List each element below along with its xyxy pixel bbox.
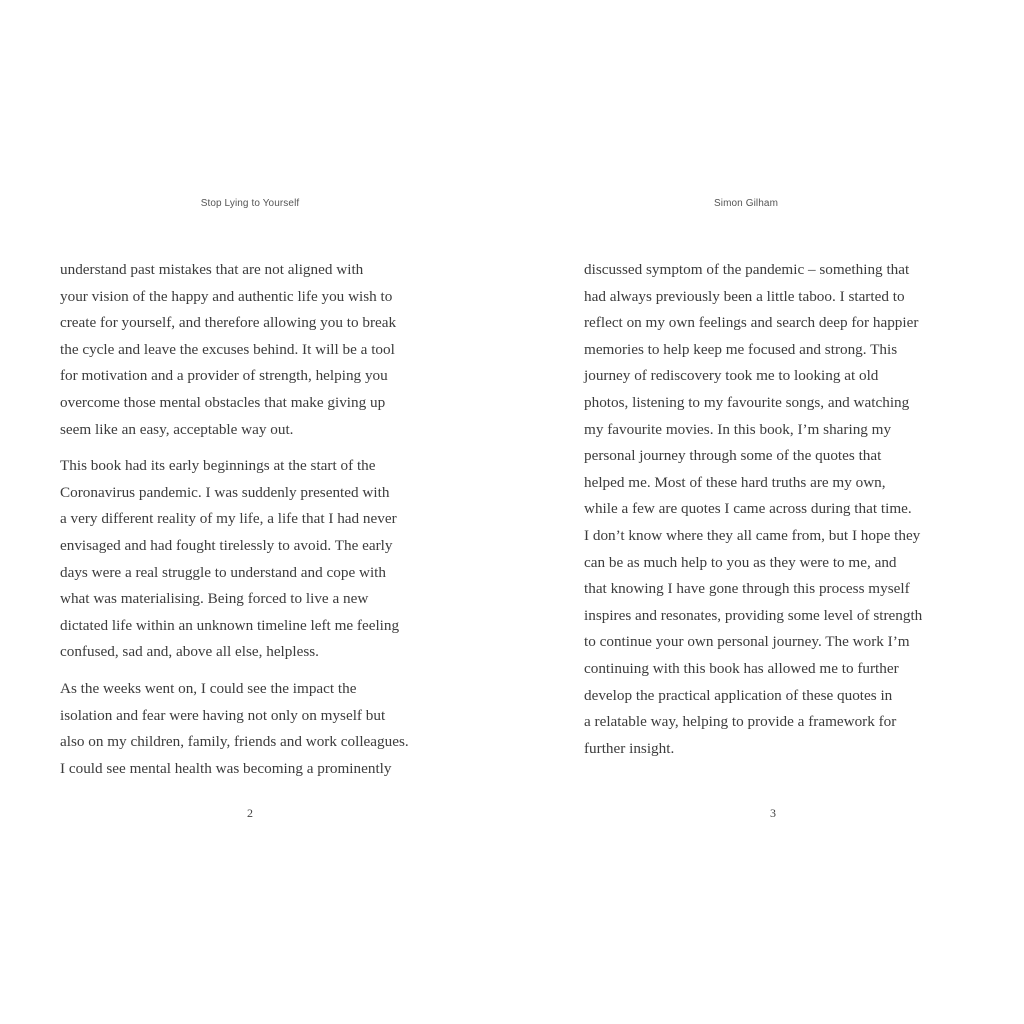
left-page-body bbox=[60, 257, 460, 782]
right-page bbox=[512, 0, 1024, 1024]
text-line: the cycle and leave the excuses behind. It will be a tool bbox=[60, 340, 395, 358]
text-line: envisaged and had fought tirelessly to avoid. The early bbox=[60, 536, 393, 554]
text-line: isolation and fear were having not only on myself but bbox=[60, 706, 386, 724]
text-line: to continue your own personal journey. The work I’m bbox=[584, 633, 910, 651]
text-line: personal journey through some of the quotes that bbox=[584, 447, 882, 465]
paragraph bbox=[584, 257, 984, 762]
page-number: 3 bbox=[770, 806, 776, 820]
text-line: I could see mental health was becoming a prominently bbox=[60, 759, 392, 777]
text-line: can be as much help to you as they were to me, and bbox=[584, 553, 897, 571]
text-line: This book had its early beginnings at the start of the bbox=[60, 457, 376, 475]
text-line: discussed symptom of the pandemic – something that bbox=[584, 261, 910, 278]
paragraph-gap bbox=[60, 443, 460, 453]
text-line: seem like an easy, acceptable way out. bbox=[60, 420, 294, 438]
text-line: inspires and resonates, providing some level of strength bbox=[584, 606, 923, 624]
text-line: your vision of the happy and authentic life you wish to bbox=[60, 287, 393, 305]
text-line: days were a real struggle to understand and cope with bbox=[60, 563, 386, 581]
text-line: while a few are quotes I came across during that time. bbox=[584, 500, 912, 518]
text-line: overcome those mental obstacles that make giving up bbox=[60, 393, 386, 411]
text-line: that knowing I have gone through this process myself bbox=[584, 580, 910, 598]
text-line: continuing with this book has allowed me to further bbox=[584, 659, 899, 677]
right-page-body bbox=[584, 257, 984, 762]
text-line: confused, sad and, above all else, helpless. bbox=[60, 643, 319, 661]
page-number: 2 bbox=[247, 806, 253, 820]
text-line: dictated life within an unknown timeline left me feeling bbox=[60, 616, 400, 634]
paragraph-gap bbox=[60, 666, 460, 676]
text-line: reflect on my own feelings and search deep for happier bbox=[584, 314, 919, 332]
text-line: I don’t know where they all came from, but I hope they bbox=[584, 526, 921, 544]
text-line: for motivation and a provider of strength, helping you bbox=[60, 367, 388, 385]
paragraph bbox=[60, 676, 460, 782]
text-line: Coronavirus pandemic. I was suddenly presented with bbox=[60, 483, 390, 501]
text-line: a relatable way, helping to provide a framework for bbox=[584, 713, 897, 731]
text-line: my favourite movies. In this book, I’m sharing my bbox=[584, 420, 892, 438]
paragraph bbox=[60, 453, 460, 666]
text-line: also on my children, family, friends and work colleagues. bbox=[60, 733, 409, 751]
text-line: understand past mistakes that are not aligned with bbox=[60, 261, 364, 278]
text-line: what was materialising. Being forced to live a new bbox=[60, 590, 369, 608]
running-head-title: Stop Lying to Yourself bbox=[200, 198, 300, 209]
text-line: create for yourself, and therefore allowing you to break bbox=[60, 314, 397, 332]
running-head-author: Simon Gilham bbox=[714, 198, 778, 209]
text-line: had always previously been a little taboo. I started to bbox=[584, 287, 905, 305]
paragraph bbox=[60, 257, 460, 443]
text-line: As the weeks went on, I could see the impact the bbox=[60, 679, 357, 697]
text-line: further insight. bbox=[584, 739, 675, 757]
text-line: develop the practical application of these quotes in bbox=[584, 686, 893, 704]
text-line: journey of rediscovery took me to looking at old bbox=[584, 367, 879, 385]
text-line: photos, listening to my favourite songs, and watching bbox=[584, 393, 910, 411]
text-line: memories to help keep me focused and strong. This bbox=[584, 340, 898, 358]
text-line: helped me. Most of these hard truths are my own, bbox=[584, 473, 886, 491]
text-line: a very different reality of my life, a life that I had never bbox=[60, 510, 397, 528]
